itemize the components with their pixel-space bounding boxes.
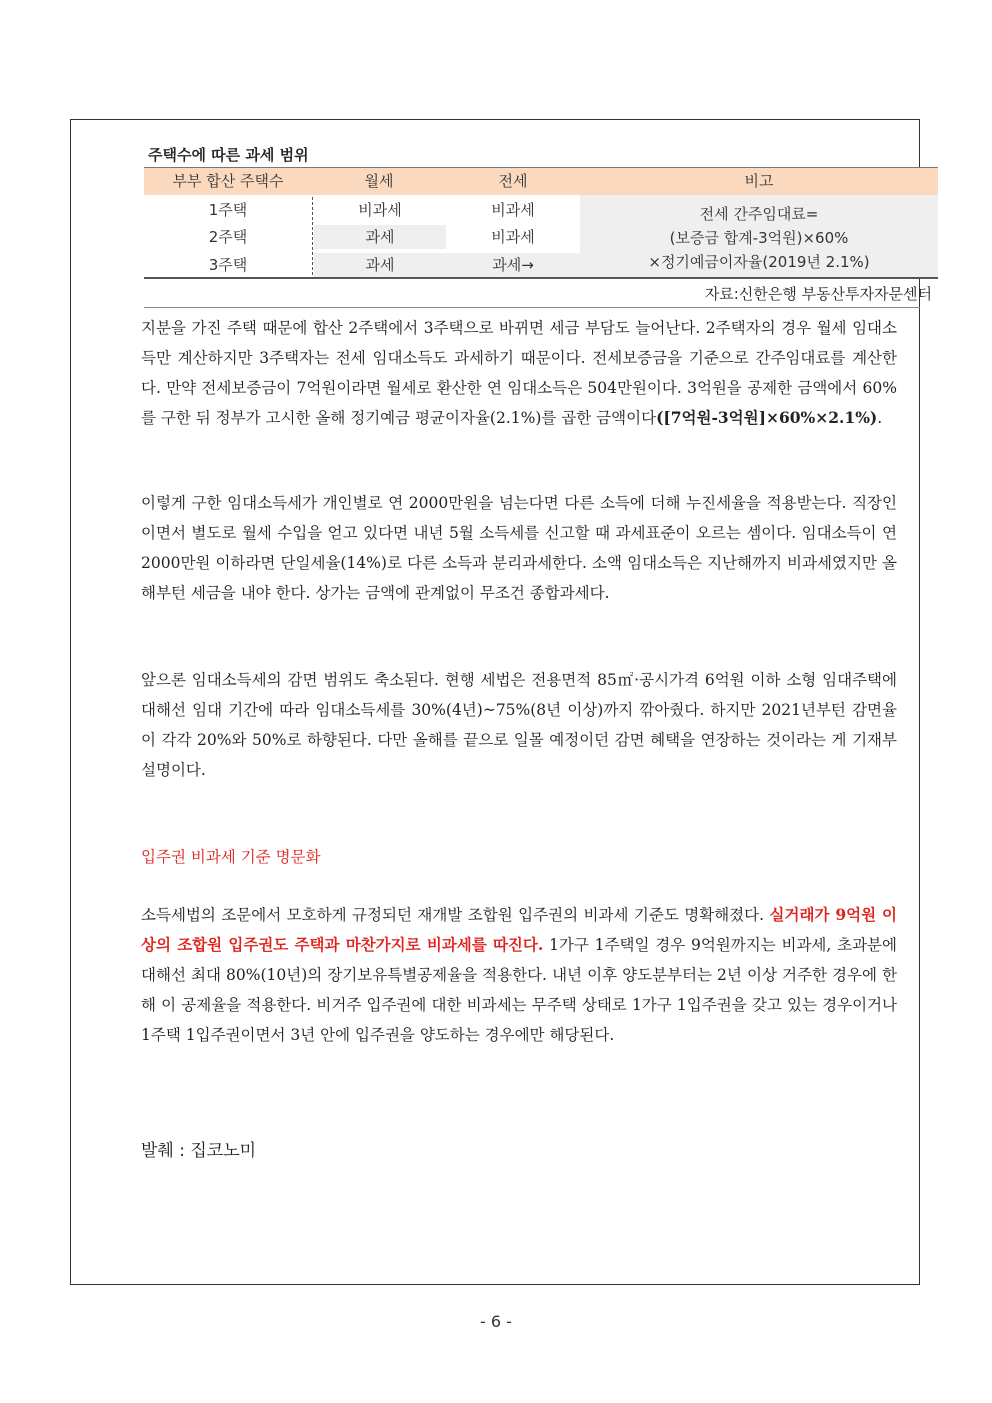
- page-number: - 6 -: [480, 1312, 512, 1331]
- row2-monthly: 과세: [314, 225, 446, 249]
- header-note: 비고: [580, 168, 938, 195]
- row1-count: 1주택: [208, 201, 248, 219]
- header-monthly: 월세: [312, 168, 446, 195]
- table-title: 주택수에 따른 과세 범위: [148, 146, 309, 164]
- row3-monthly: 과세: [314, 253, 446, 277]
- row3-jeonse: 과세→: [446, 253, 580, 277]
- table-bottom-rule: [144, 277, 938, 279]
- row1-jeonse: 비과세: [491, 201, 535, 219]
- note-line-1: 전세 간주임대료=: [699, 205, 819, 223]
- section-heading: 입주권 비과세 기준 명문화: [141, 848, 321, 866]
- row2-jeonse: 비과세: [491, 228, 535, 246]
- paragraph-4-highlight: 실거래가 9억원 이상의 조합원 입주권도 주택과 마찬가지로 비과세를 따진다.: [141, 905, 897, 954]
- row1-monthly: 비과세: [358, 201, 402, 219]
- paragraph-2: 이렇게 구한 임대소득세가 개인별로 연 2000만원을 넘는다면 다른 소득에 더해 누진세율을 적용받는다. 직장인이면서 별도로 월세 수입을 얻고 있다면 내년 5월 소득세를 신고할 때 과세표준이 오르는 셈이다. 임대소득이 연 2000만원 이하라면 단일세율(14%)로 다른 소득과 분리과세한다. 소액 임대소득은 지난해까지 비과세였지만 올해부턴 세금을 내야 한다. 상가는 금액에 관계없이 무조건 종합과세다.: [141, 494, 897, 602]
- paragraph-1-formula: ([7억원-3억원]×60%×2.1%): [656, 408, 878, 427]
- header-house-count: 부부 합산 주택수: [144, 168, 312, 195]
- source-rule: [144, 307, 920, 308]
- paragraph-4-start: 소득세법의 조문에서 모호하게 규정되던 재개발 조합원 입주권의 비과세 기준도 명확해졌다.: [141, 906, 770, 924]
- paragraph-4-end: 1가구 1주택일 경우 9억원까지는 비과세, 초과분에 대해선 최대 80%(10년)의 장기보유특별공제율을 적용한다. 내년 이후 양도분부터는 2년 이상 거주한 경우에 한해 이 공제율을 적용한다. 비거주 입주권에 대한 비과세는 무주택 상태로 1가구 1입주권을 갖고 있는 경우이거나 1주택 1입주권이면서 3년 안에 입주권을 양도하는 경우에만 해당된다.: [141, 936, 897, 1044]
- table-dotted-divider: [312, 197, 313, 275]
- paragraph-1: [141, 313, 897, 433]
- paragraph-3: 앞으론 임대소득세의 감면 범위도 축소된다. 현행 세법은 전용면적 85㎡·공시가격 6억원 이하 소형 임대주택에 대해선 임대 기간에 따라 임대소득세를 30%(4년)~75%(8년 이상)까지 깎아줬다. 하지만 2021년부턴 감면율이 각각 20%와 50%로 하향된다. 다만 올해를 끝으로 일몰 예정이던 감면 혜택을 연장하는 것이라는 게 기재부 설명이다.: [141, 671, 897, 779]
- excerpt-source: 발췌 : 집코노미: [141, 1141, 257, 1161]
- note-line-2: (보증금 합계-3억원)×60%: [669, 229, 849, 247]
- row3-count: 3주택: [208, 256, 248, 274]
- note-line-3: ×정기예금이자율(2019년 2.1%): [648, 253, 870, 271]
- row2-count: 2주택: [208, 228, 248, 246]
- paragraph-1-text: 지분을 가진 주택 때문에 합산 2주택에서 3주택으로 바뀌면 세금 부담도 늘어난다. 2주택자의 경우 월세 임대소득만 계산하지만 3주택자는 전세 임대소득도 과세하기 때문이다. 전세보증금을 기준으로 간주임대료를 계산한다. 만약 전세보증금이 7억원이라면 월세로 환산한 연 임대소득은 504만원이다. 3억원을 공제한 금액에서 60%를 구한 뒤 정부가 고시한 올해 정기예금 평균이자율(2.1%)를 곱한 금액이다: [141, 319, 897, 427]
- paragraph-4: [141, 900, 897, 1050]
- table-source: 자료:신한은행 부동산투자자문센터: [704, 285, 932, 303]
- table-note: [580, 195, 938, 277]
- paragraph-1-end: .: [877, 409, 883, 427]
- header-jeonse: 전세: [446, 168, 580, 195]
